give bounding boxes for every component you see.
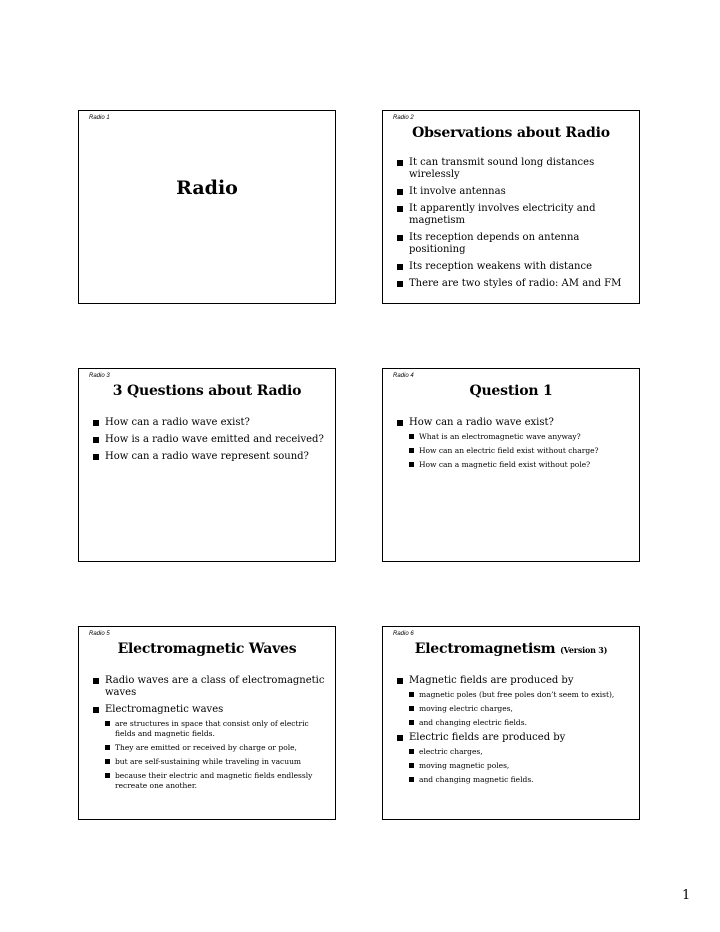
slide-title: Electromagnetic Waves: [117, 641, 297, 657]
square-bullet-icon: [397, 206, 403, 212]
list-item: How can a radio wave represent sound?: [93, 451, 327, 463]
slide-2: [382, 110, 640, 304]
slide-title: Radio: [176, 177, 238, 199]
slide-6: [382, 626, 640, 820]
list-item: moving electric charges,: [397, 704, 631, 714]
square-bullet-icon: [93, 437, 99, 443]
list-item: How can an electric field exist without charge?: [397, 446, 631, 456]
list-item: It involve antennas: [397, 186, 631, 198]
bullet-list: [397, 675, 631, 789]
list-item: How can a magnetic field exist without pole?: [397, 460, 631, 470]
square-bullet-icon: [397, 735, 403, 741]
list-item: How can a radio wave exist?: [93, 417, 327, 429]
slide-5: [78, 626, 336, 820]
square-bullet-icon: [397, 264, 403, 270]
list-item: It can transmit sound long distances wirelessly: [397, 157, 631, 181]
bullet-list: [93, 417, 327, 468]
slide-title-suffix: (Version 3): [560, 645, 608, 655]
square-bullet-icon: [397, 160, 403, 166]
list-item: What is an electromagnetic wave anyway?: [397, 432, 631, 442]
square-bullet-icon: [105, 759, 110, 764]
slide-1: [78, 110, 336, 304]
square-bullet-icon: [409, 777, 414, 782]
square-bullet-icon: [93, 707, 99, 713]
slide-title: Electromagnetism (Version 3): [414, 641, 608, 657]
list-item: They are emitted or received by charge or pole,: [93, 743, 327, 753]
list-item: Its reception weakens with distance: [397, 261, 631, 273]
square-bullet-icon: [397, 281, 403, 287]
list-item: because their electric and magnetic fields endlessly recreate one another.: [93, 771, 327, 791]
list-item: Its reception depends on antenna positioning: [397, 232, 631, 256]
list-item: Electric fields are produced by: [397, 732, 631, 744]
bullet-list: [397, 157, 631, 295]
square-bullet-icon: [93, 420, 99, 426]
list-item: and changing electric fields.: [397, 718, 631, 728]
square-bullet-icon: [397, 420, 403, 426]
slide-tag: Radio 6: [393, 631, 414, 637]
slide-tag: Radio 1: [89, 115, 110, 121]
square-bullet-icon: [409, 448, 414, 453]
square-bullet-icon: [105, 745, 110, 750]
slide-title: 3 Questions about Radio: [112, 383, 302, 399]
slide-tag: Radio 4: [393, 373, 414, 379]
square-bullet-icon: [409, 763, 414, 768]
square-bullet-icon: [93, 678, 99, 684]
list-item: but are self-sustaining while traveling in vacuum: [93, 757, 327, 767]
square-bullet-icon: [397, 678, 403, 684]
list-item: How is a radio wave emitted and received?: [93, 434, 327, 446]
list-item: Magnetic fields are produced by: [397, 675, 631, 687]
list-item: There are two styles of radio: AM and FM: [397, 278, 631, 290]
slide-tag: Radio 2: [393, 115, 414, 121]
slide-title: Question 1: [469, 383, 553, 399]
slide-tag: Radio 3: [89, 373, 110, 379]
square-bullet-icon: [409, 462, 414, 467]
bullet-list: [397, 417, 631, 474]
slide-tag: Radio 5: [89, 631, 110, 637]
slide-3: [78, 368, 336, 562]
slide-4: [382, 368, 640, 562]
bullet-list: [93, 675, 327, 795]
square-bullet-icon: [409, 434, 414, 439]
list-item: and changing magnetic fields.: [397, 775, 631, 785]
slide-title: Observations about Radio: [412, 125, 610, 141]
list-item: magnetic poles (but free poles don’t seem to exist),: [397, 690, 631, 700]
square-bullet-icon: [409, 692, 414, 697]
list-item: Electromagnetic waves: [93, 704, 327, 716]
list-item: moving magnetic poles,: [397, 761, 631, 771]
square-bullet-icon: [105, 721, 110, 726]
square-bullet-icon: [105, 773, 110, 778]
square-bullet-icon: [409, 720, 414, 725]
list-item: are structures in space that consist only of electric fields and magnetic fields.: [93, 719, 327, 739]
square-bullet-icon: [409, 706, 414, 711]
square-bullet-icon: [93, 454, 99, 460]
square-bullet-icon: [397, 235, 403, 241]
square-bullet-icon: [397, 189, 403, 195]
square-bullet-icon: [409, 749, 414, 754]
list-item: Radio waves are a class of electromagnetic waves: [93, 675, 327, 699]
list-item: electric charges,: [397, 747, 631, 757]
page-number: 1: [682, 888, 691, 903]
list-item: It apparently involves electricity and magnetism: [397, 203, 631, 227]
list-item: How can a radio wave exist?: [397, 417, 631, 429]
